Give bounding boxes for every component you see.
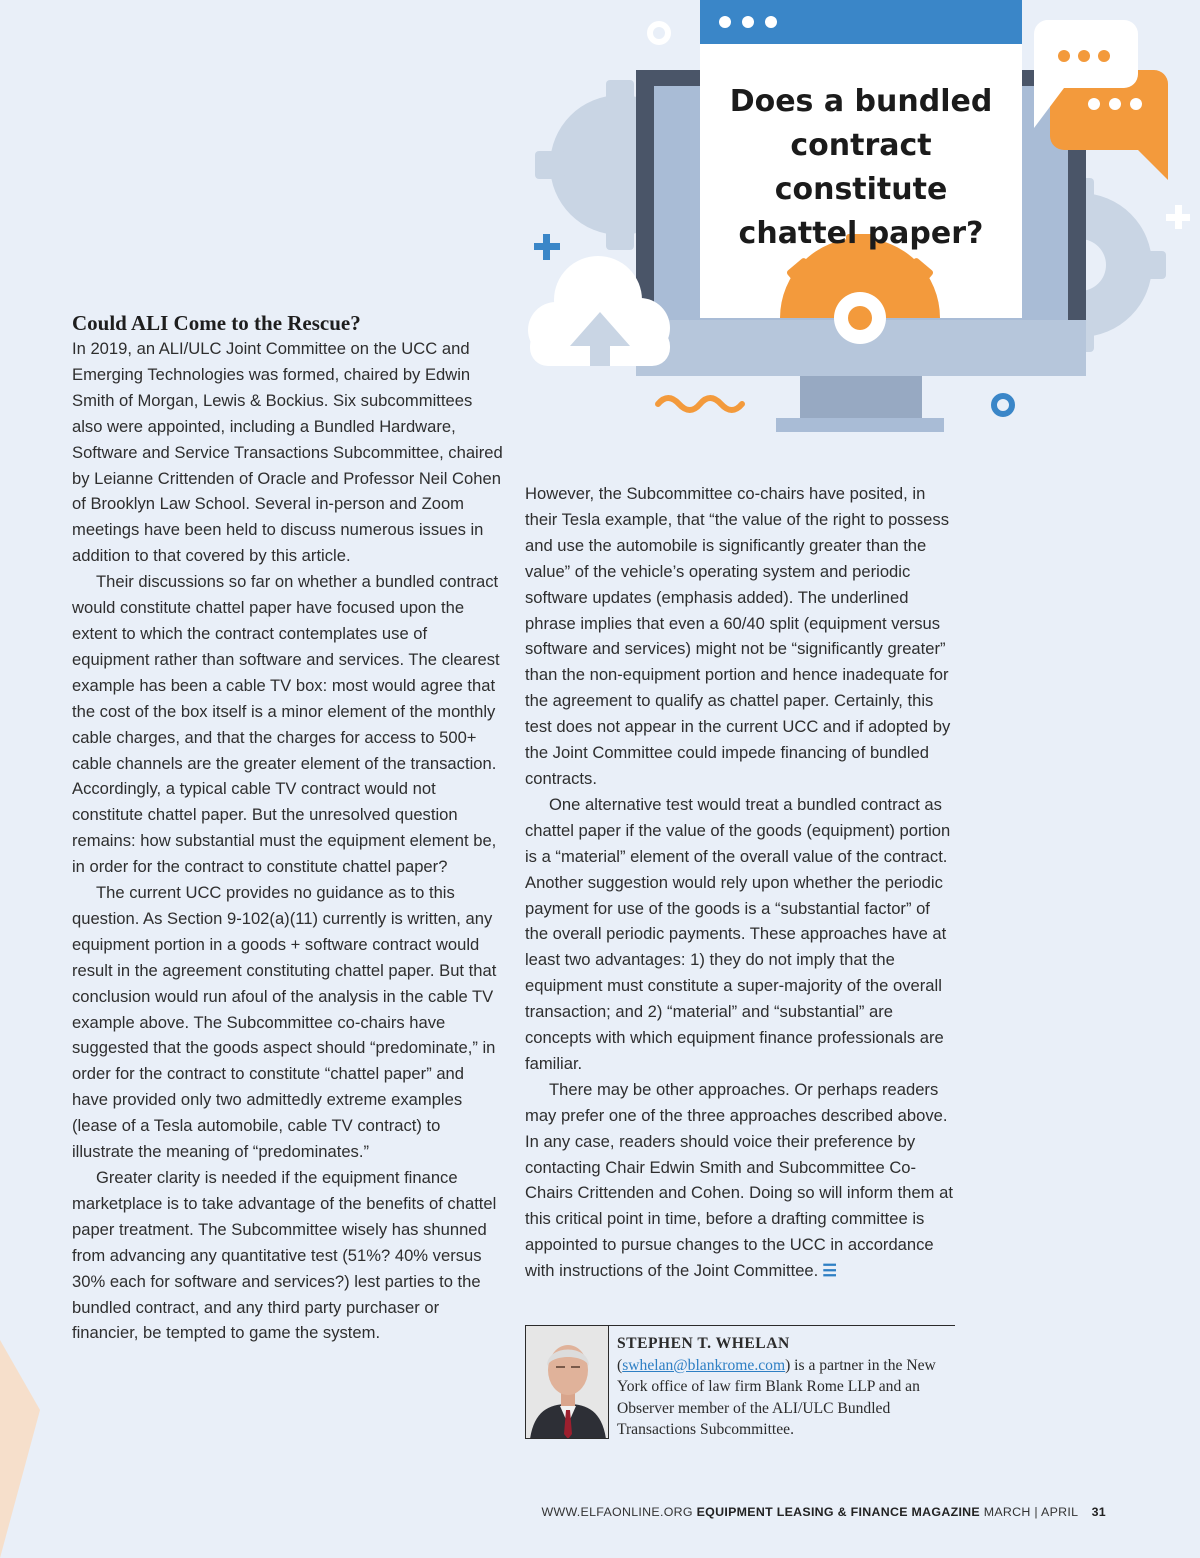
plus-icon-right [1166, 205, 1190, 229]
wave-icon [658, 398, 742, 410]
footer-site: WWW.ELFAONLINE.ORG [541, 1505, 693, 1519]
article-column-left [72, 310, 504, 1346]
section-heading: Could ALI Come to the Rescue? [72, 311, 361, 335]
callout-line: chattel paper? [738, 216, 984, 251]
author-photo [525, 1326, 609, 1439]
paragraph [525, 1077, 957, 1284]
page-footer [541, 1505, 1106, 1519]
article-column-right [525, 481, 957, 1284]
author-name: STEPHEN T. WHELAN [617, 1335, 790, 1352]
paragraph: The current UCC provides no guidance as to this question. As Section 9-102(a)(11) currently is written, any equipment portion in a goods + software contract would result in the agreement constituting chattel paper. But that conclusion would run afoul of the analysis in the cable TV example above. The Subcommittee co-chairs have suggested that the goods aspect should “predominate,” in order for the contract to constitute “chattel paper” and have provided only two admittedly extreme examples (lease of a Tesla automobile, cable TV contract) to illustrate the meaning of “predominates.” [72, 883, 497, 1162]
paragraph: Their discussions so far on whether a bundled contract would constitute chattel paper have focused upon the extent to which the contract contemplates use of equipment rather than software and services. The clearest example has been a cable TV box: most would agree that the cost of the box itself is a minor element of the monthly cable charges, and that the charges for access to 500+ cable channels are the greater element of the transaction. Accordingly, a typical cable TV contract would not constitute chattel paper. But the unresolved question remains: how substantial must the equipment element be, in order for the contract to constitute chattel paper? [72, 572, 500, 877]
corner-decoration [0, 1300, 60, 1558]
paragraph: Greater clarity is needed if the equipment finance marketplace is to take advantage of the benefits of chattel paper treatment. The Subcommittee wisely has shunned from advancing any quantitative test (51%? 40% versus 30% each for software and services?) lest parties to the bundled contract, and any third party purchaser or financier, be tempted to game the system. [72, 1168, 497, 1343]
author-email-link[interactable]: swhelan@blankrome.com [622, 1356, 786, 1374]
bio-description: ) is a partner in the New York office of law firm Blank Rome LLP and an Observer member of the ALI/ULC Bundled Transactions Subcommittee. [617, 1356, 936, 1439]
plus-icon [534, 234, 560, 260]
callout-line: contract constitute [774, 128, 948, 207]
callout-title [700, 80, 1022, 256]
callout-line: Does a bundled [729, 84, 993, 119]
end-mark-icon: ☰ [822, 1261, 838, 1281]
bio-paren: ( [617, 1356, 623, 1374]
ring-icon-blue [994, 396, 1012, 414]
paragraph: In 2019, an ALI/ULC Joint Committee on the UCC and Emerging Technologies was formed, chaired by Edwin Smith of Morgan, Lewis & Bockius. Six subcommittees also were appointed, including a Bundled Hardware, Software and Service Transactions Subcommittee, chaired by Leianne Crittenden of Oracle and Professor Neil Cohen of Brooklyn Law School. Several in-person and Zoom meetings have been held to discuss numerous issues in addition to that covered by this article. [72, 339, 503, 566]
footer-magazine: EQUIPMENT LEASING & FINANCE MAGAZINE [696, 1505, 980, 1519]
paragraph-text: There may be other approaches. Or perhaps readers may prefer one of the three approaches described above. In any case, readers should voice their preference by contacting Chair Edwin Smith and Subcommittee Co-Chairs Crittenden and Cohen. Doing so will inform them at this critical point in time, before a drafting committee is appointed to pursue changes to the UCC in accordance with instructions of the Joint Committee. [525, 1079, 953, 1281]
portrait-icon [526, 1326, 609, 1439]
page-number: 31 [1091, 1505, 1106, 1519]
ring-icon [650, 24, 668, 42]
paragraph: However, the Subcommittee co-chairs have posited, in their Tesla example, that “the value of the right to possess and use the automobile is significantly greater than the value” of the vehicle’s operating system and periodic software updates (emphasis added). The underlined phrase implies that even a 60/40 split (equipment versus software and services) might not be “significantly greater” than the non-equipment portion and hence inadequate for the agreement to qualify as chattel paper. Certainly, this test does not appear in the current UCC and if adopted by the Joint Committee could impede financing of bundled contracts. [525, 484, 951, 788]
author-bio-text [617, 1333, 955, 1441]
footer-issue: MARCH | APRIL [983, 1505, 1078, 1519]
author-bio [525, 1325, 955, 1440]
paragraph: One alternative test would treat a bundled contract as chattel paper if the value of the goods (equipment) portion is a “material” element of the overall value of the contract. Another suggestion would rely upon whether the periodic payment for use of the goods is a “substantial factor” of the overall periodic payments. These approaches have at least two advantages: 1) they do not imply that the equipment must constitute a super-majority of the overall transaction; and 2) “material” and “substantial” are concepts with which equipment finance professionals are familiar. [525, 794, 951, 1073]
